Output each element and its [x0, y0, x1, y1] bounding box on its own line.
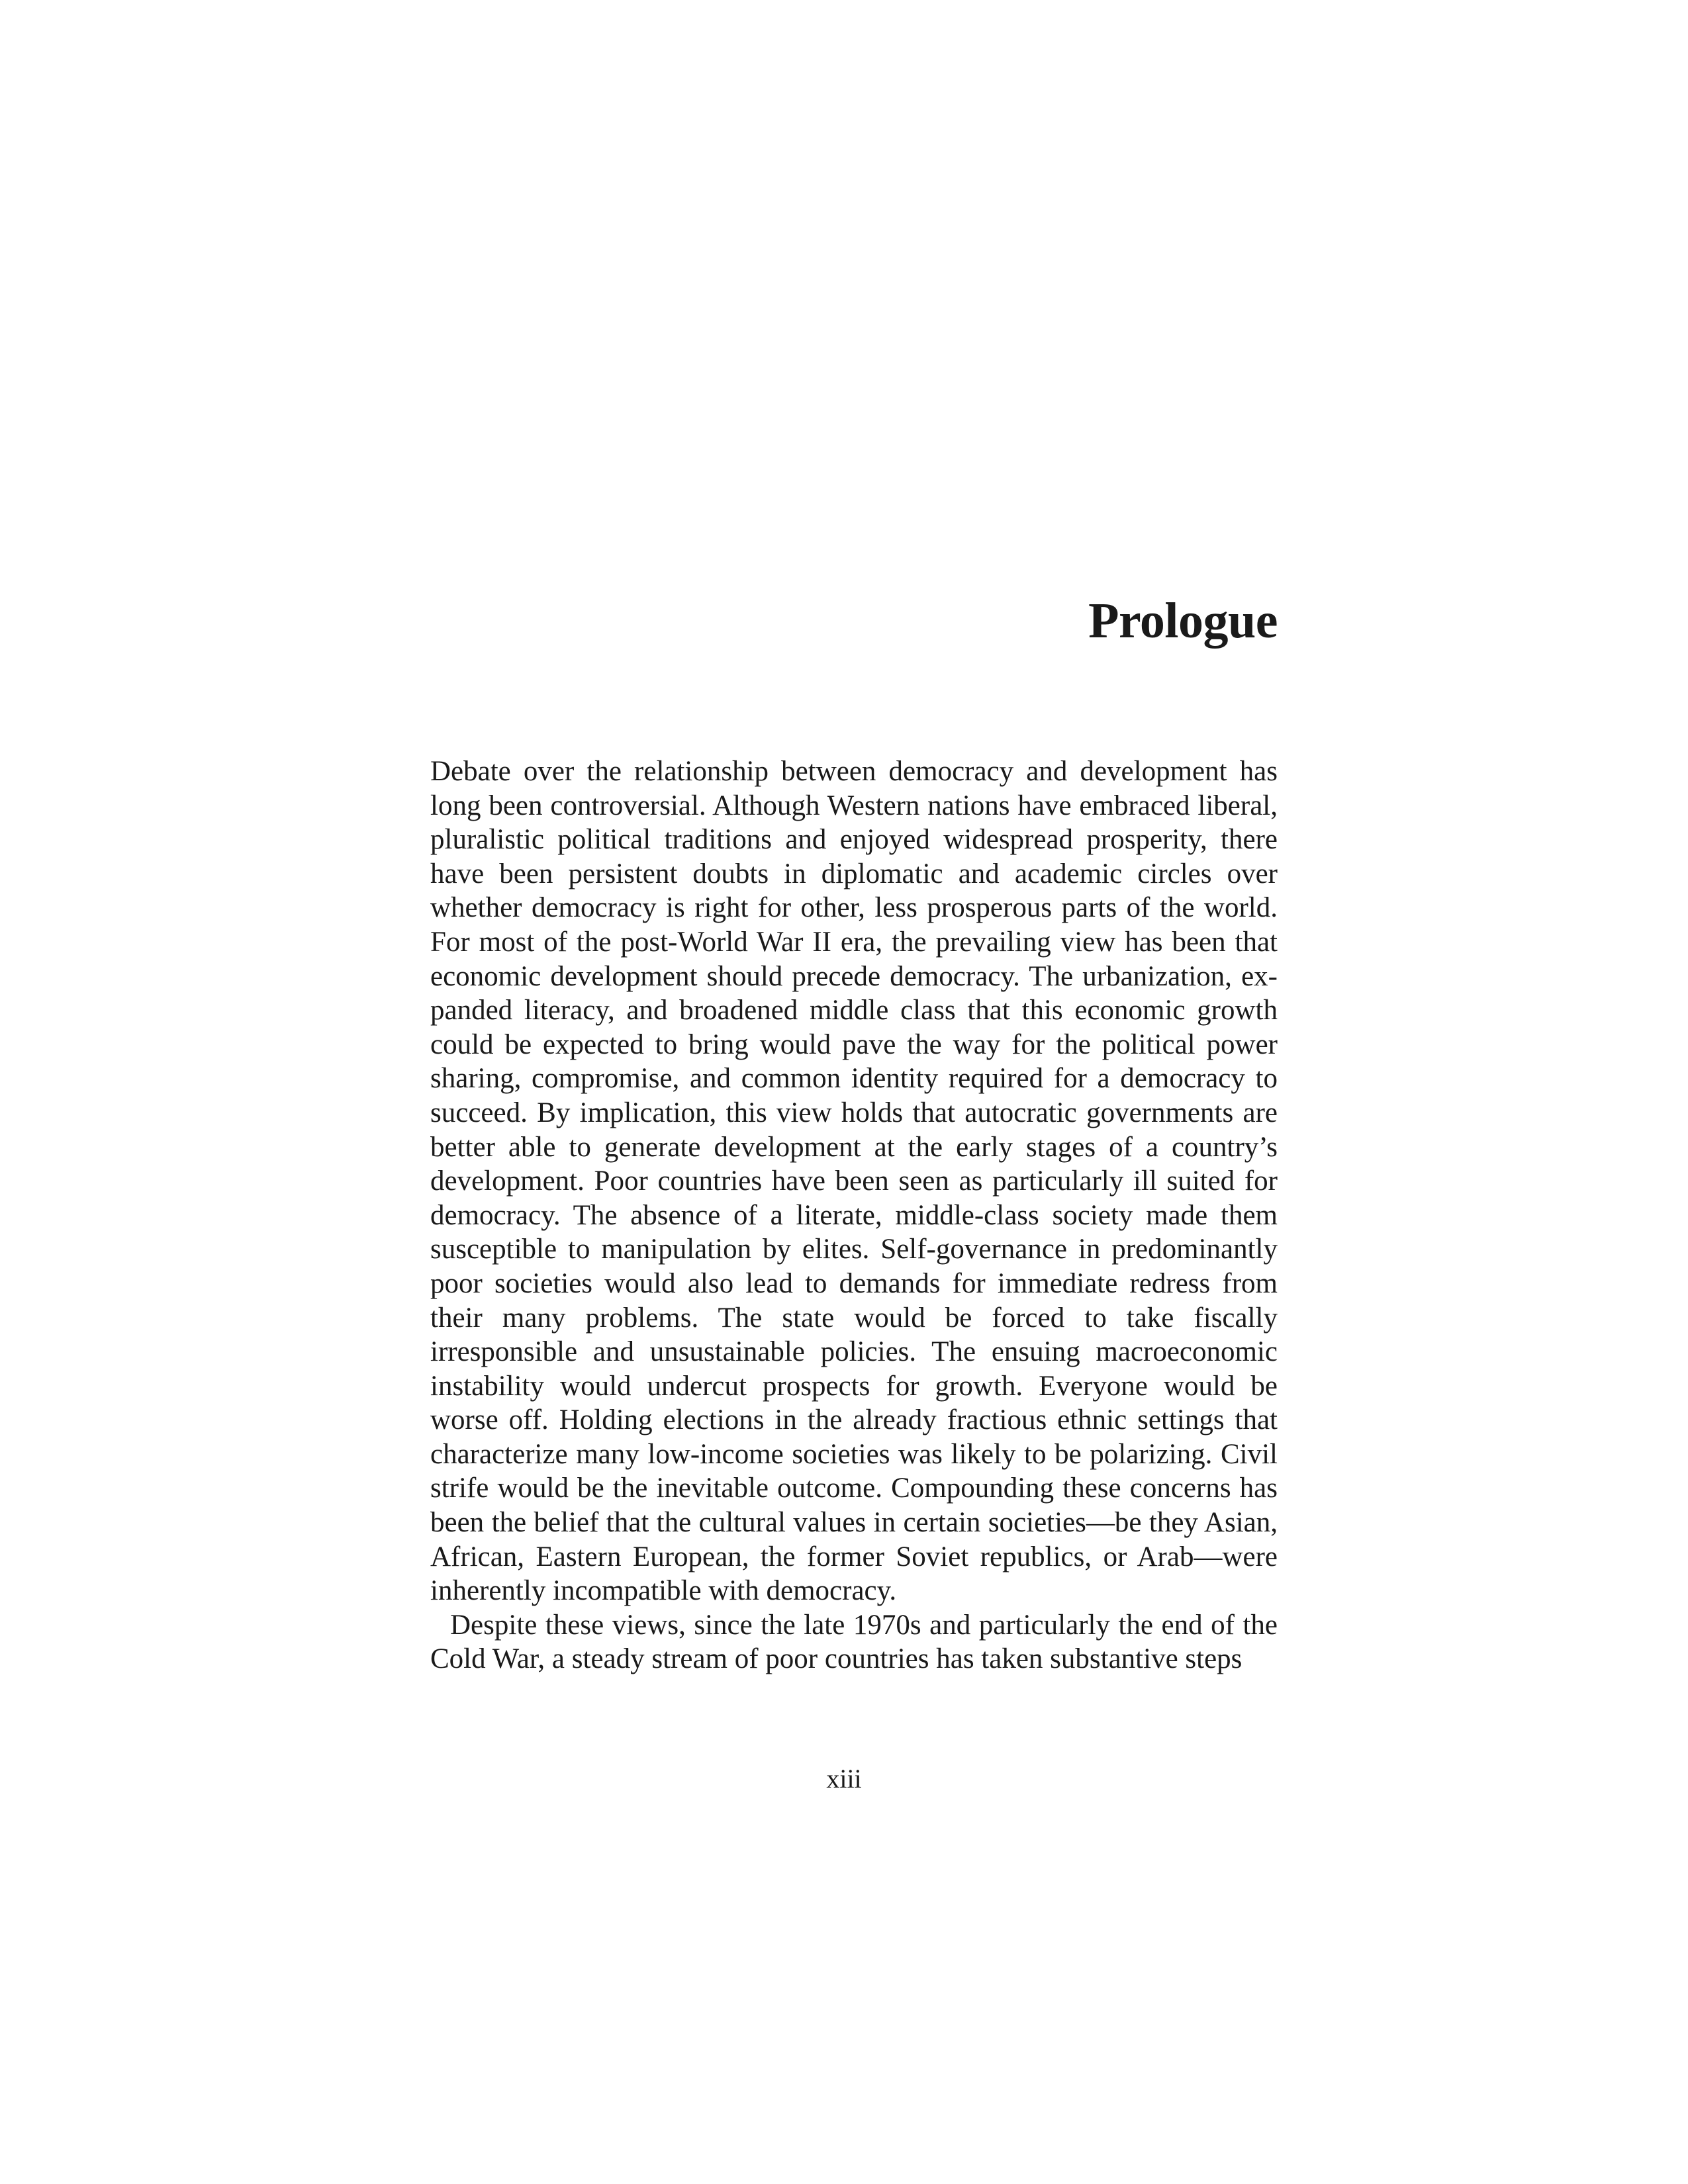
paragraph-1: Debate over the relationship between democracy and development has long been controversial. Although Western nations have embraced liberal, pluralistic political traditions and enjoyed widespread prosperity, there have been persistent doubts in diplomatic and academic circles over whether democracy is right for other, less prosperous parts of the world. For most of the post-World War II era, the prevailing view has been that economic development should precede democracy. The urbanization, expanded literacy, and broadened middle class that this economic growth could be expected to bring would pave the way for the political power sharing, compromise, and common identity required for a democracy to succeed. By implication, this view holds that autocratic governments are better able to generate development at the early stages of a country’s development. Poor countries have been seen as particularly ill suited for democracy. The absence of a literate, middle-class society made them susceptible to manipulation by elites. Self-governance in predominantly poor societies would also lead to demands for immediate redress from their many problems. The state would be forced to take fiscally irresponsible and unsustainable policies. The ensuing macroeconomic instability would undercut prospects for growth. Everyone would be worse off. Holding elections in the already fractious ethnic settings that characterize many low-income societies was likely to be polarizing. Civil strife would be the inevitable outcome. Compounding these concerns has been the belief that the cultural values in certain societies—be they Asian, African, Eastern European, the former Soviet republics, or Arab—were inherently incompatible with democracy.	[430, 756, 1278, 1607]
page-number: xiii	[826, 1764, 862, 1794]
paragraph-2: Despite these views, since the late 1970s and particularly the end of the Cold War, a steady stream of poor countries has taken substantive steps	[430, 1609, 1278, 1675]
body-text	[430, 754, 1278, 1676]
chapter-title: Prologue	[1088, 593, 1278, 649]
